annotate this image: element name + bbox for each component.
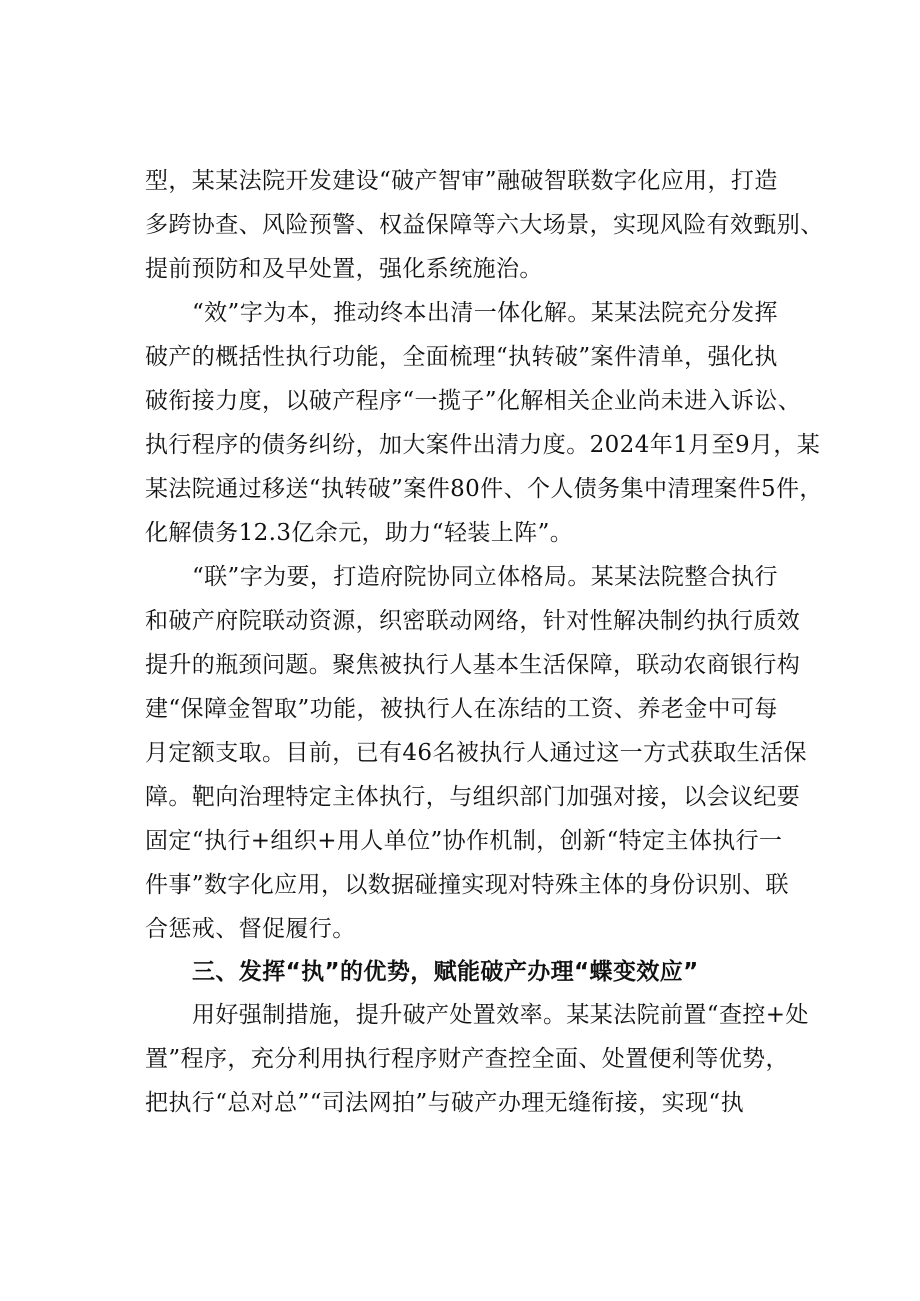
text-line: 置”程序，充分利用执行程序财产查控全面、处置便利等优势， (145, 1046, 789, 1072)
section-heading: 三、发挥“执”的优势，赋能破产办理“蝶变效应” (192, 959, 699, 985)
text-line: 障。靶向治理特定主体执行，与组织部门加强对接，以会议纪要 (145, 784, 801, 810)
text-line: 合惩戒、督促履行。 (145, 916, 356, 942)
text-line: 型，某某法院开发建设“破产智审”融破智联数字化应用，打造 (145, 168, 778, 194)
text-line: 月定额支取。目前，已有46名被执行人通过这一方式获取生活保 (145, 740, 807, 766)
text-line: 用好强制措施，提升破产处置效率。某某法院前置“查控+处 (192, 1002, 809, 1028)
text-line: 化解债务12.3亿余元，助力“轻装上阵”。 (145, 520, 574, 546)
text-line: 执行程序的债务纠纷，加大案件出清力度。2024年1月至9月，某 (145, 432, 821, 458)
text-line: 多跨协查、风险预警、权益保障等六大场景，实现风险有效甄别、 (145, 212, 824, 238)
text-line: 某法院通过移送“执转破”案件80件、个人债务集中清理案件5件， (145, 476, 823, 502)
text-line: 破产的概括性执行功能，全面梳理“执转破”案件清单，强化执 (145, 344, 778, 370)
text-line: 和破产府院联动资源，织密联动网络，针对性解决制约执行质效 (145, 608, 801, 634)
text-line: “联”字为要，打造府院协同立体格局。某某法院整合执行 (192, 564, 778, 590)
text-line: “效”字为本，推动终本出清一体化解。某某法院充分发挥 (192, 300, 778, 326)
text-line: 提升的瓶颈问题。聚焦被执行人基本生活保障，联动农商银行构 (145, 652, 801, 678)
text-line: 破衔接力度，以破产程序“一揽子”化解相关企业尚未进入诉讼、 (145, 388, 802, 414)
text-line: 建“保障金智取”功能，被执行人在冻结的工资、养老金中可每 (145, 696, 778, 722)
text-line: 把执行“总对总”“司法网拍”与破产办理无缝衔接，实现“执 (145, 1090, 744, 1116)
text-line: 件事”数字化应用，以数据碰撞实现对特殊主体的身份识别、联 (145, 872, 789, 898)
text-line: 固定“执行+组织+用人单位”协作机制，创新“特定主体执行一 (145, 828, 783, 854)
text-line: 提前预防和及早处置，强化系统施治。 (145, 256, 543, 282)
